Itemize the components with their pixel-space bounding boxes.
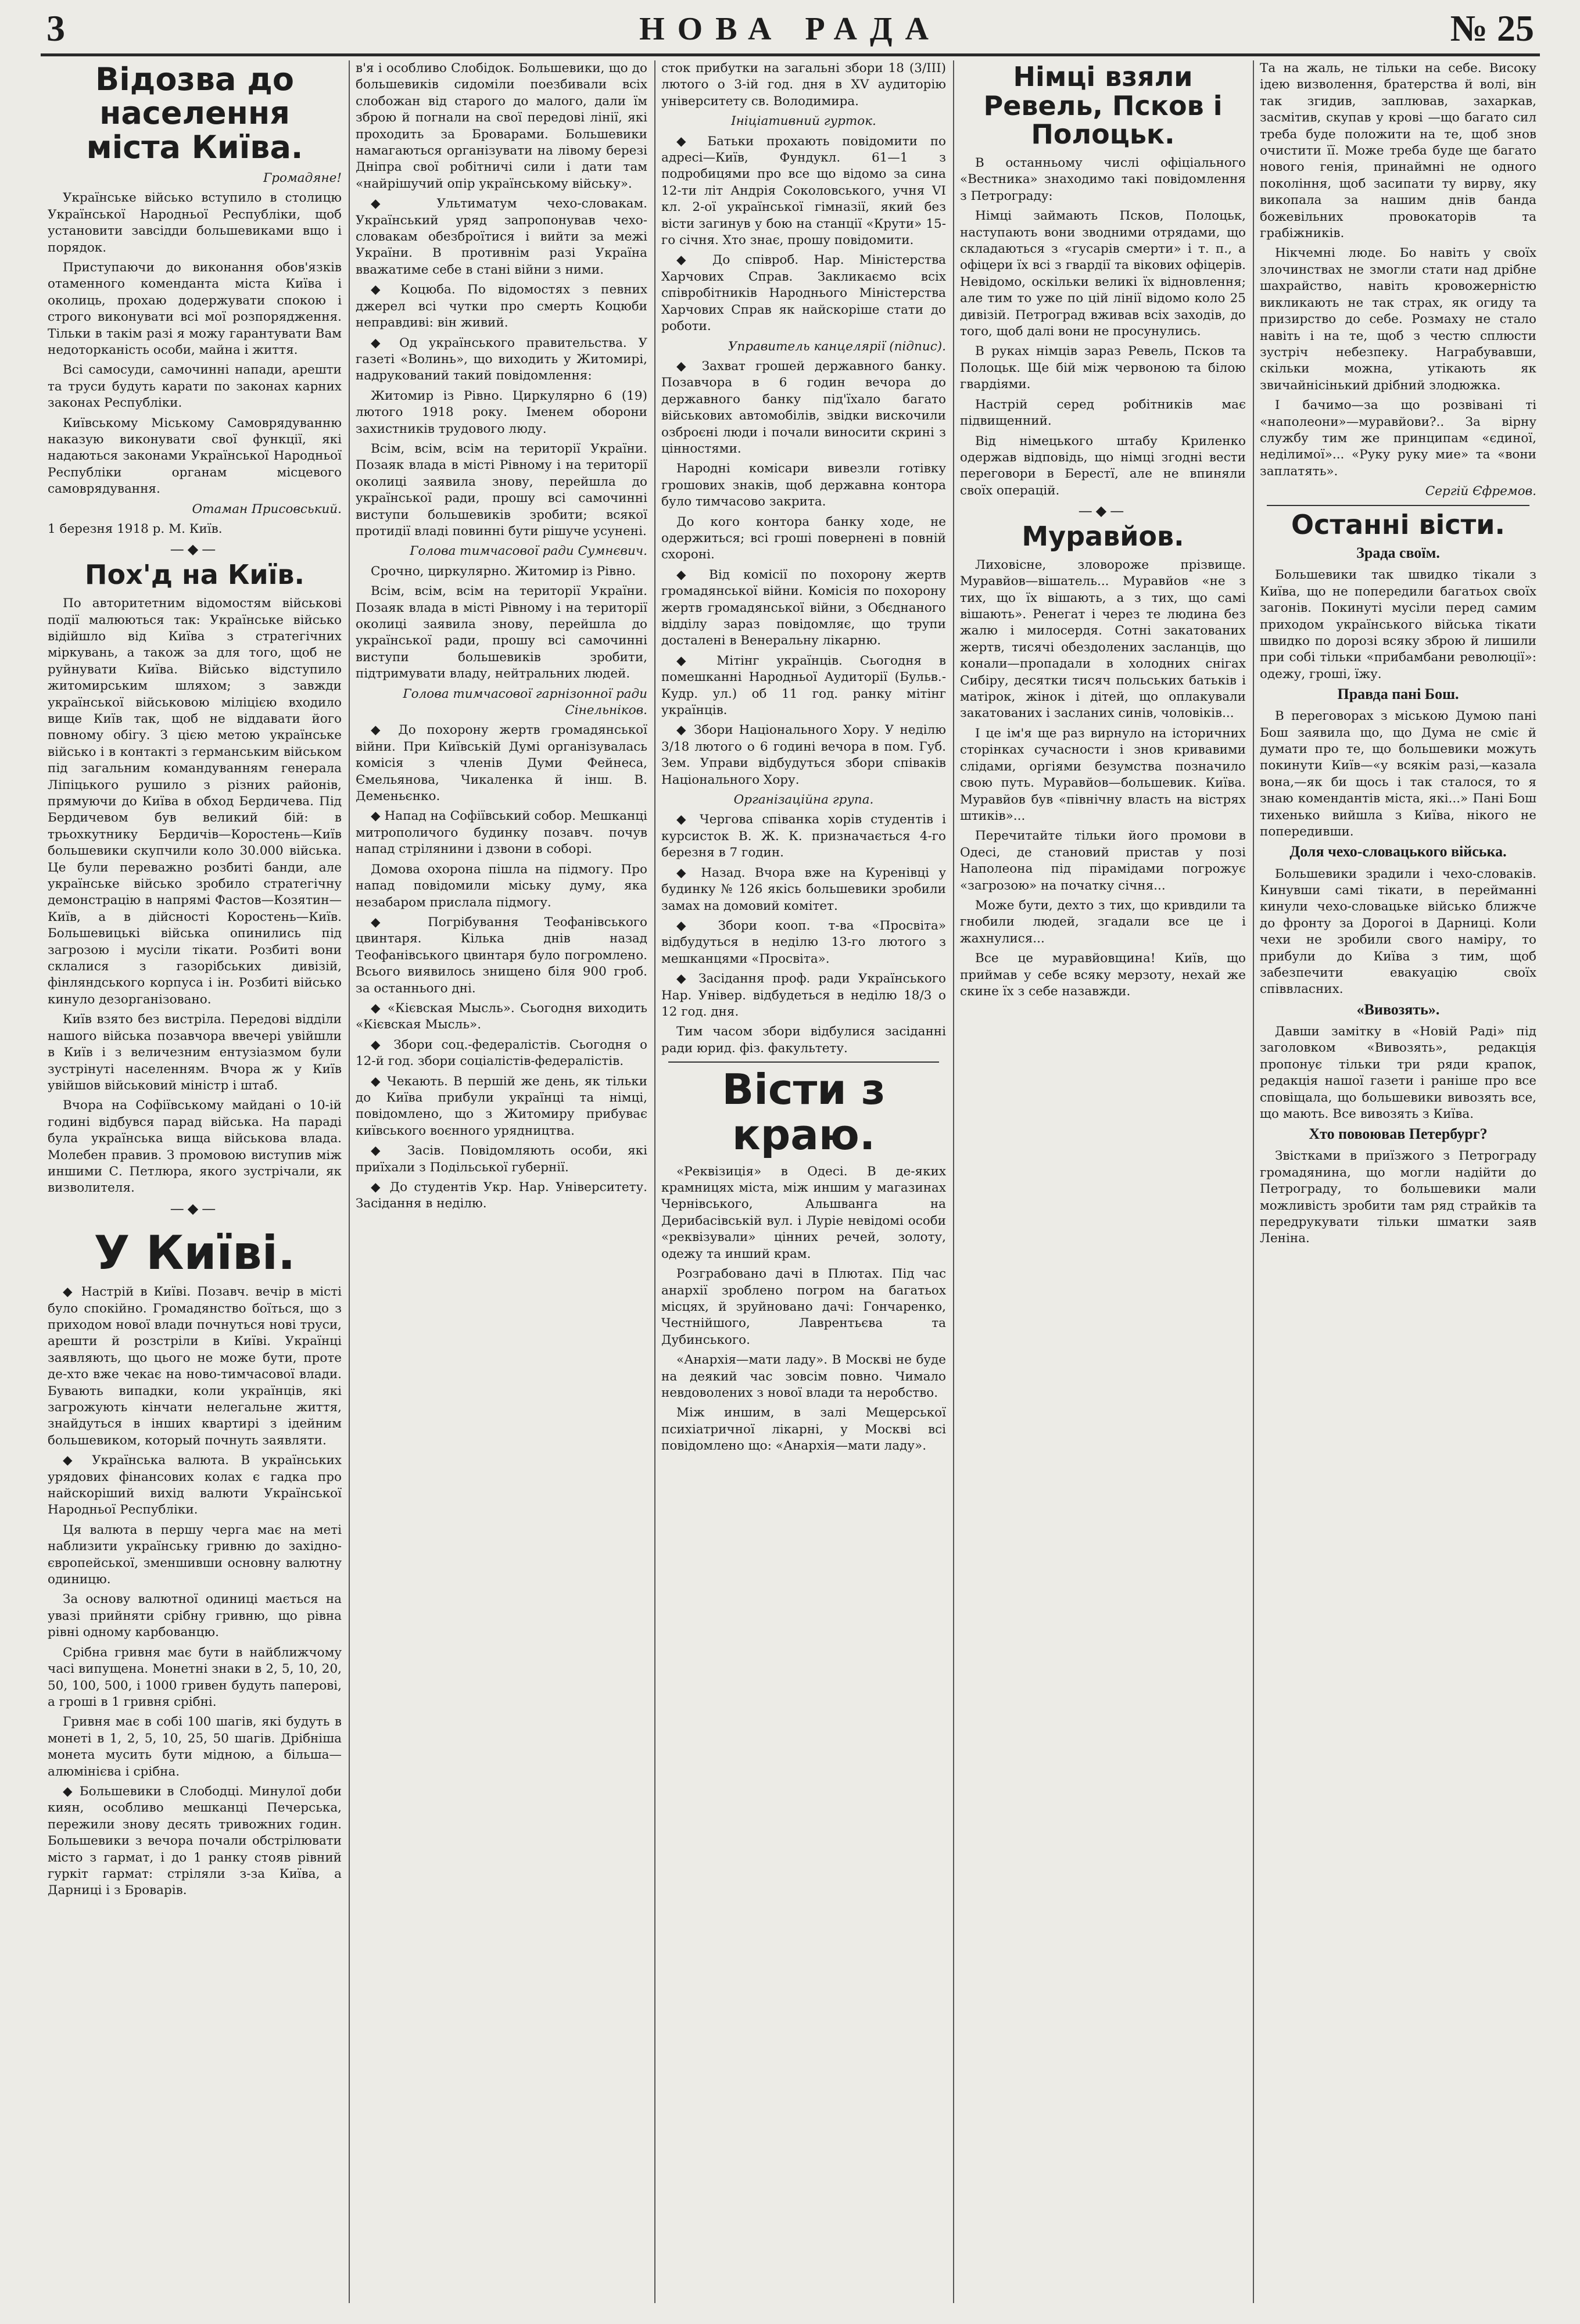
news-item: ◆ Батьки прохають повідомити по адресі—Київ, Фундукл. 61—1 з подробицями про все що відомо за сина 12-ти літ Андрія Соколовського, учня VI кл. 2-ої української гімназії, який без вісти загинув у бою на станції «Крути» 15-го січня. Хто знає, прошу повідомити. xyxy=(661,134,946,249)
paragraph: Настрій серед робітників має підвищенний. xyxy=(960,397,1246,429)
paragraph: Та на жаль, не тільки на себе. Високу ідею визволення, братерства й волі, він так згидив, заплював, захаркав, засмітив, скупав у крові —що багато сил треба буде положити на те, щоб знов очистити її. Може треба буде ще багато нового генія, принаймні не одного покоління, щоб засипати ту вирву, яку викопала за нашим днів банда божевільних провокаторів та грабіжників. xyxy=(1260,61,1536,241)
paragraph: Лиховісне, зловороже прізвище. Муравйов—вішатель... Муравйов «не з тих, що їх вішають, а з тих, що самі вішають». Ренегат і через те людина без жалю і милосердя. Сотні закатованих жертв, тисячі обездолених засланців, що конали—пропадали в холодних снігах Сибіру, десятки тисяч польських батьків і матірок, жінок і дітей, що оплакували закатованих і засланих синів, чоловіків... xyxy=(960,557,1246,721)
paragraph: І бачимо—за що розвівані ті «наполеони»—муравйови?.. За вірну службу тим же принципам «єдиної, неділимої»... «Руку руку мие» та «вони заплатять». xyxy=(1260,398,1536,479)
page-number: 3 xyxy=(46,8,65,49)
paragraph: Всі самосуди, самочинні напади, арешти та труси будуть карати по законах карних законах Республіки. xyxy=(48,363,342,411)
column-4 xyxy=(960,60,1246,2303)
column-rule xyxy=(1253,60,1254,2303)
paragraph: В останньому числі офіціального «Вестника» знаходимо такі повідомлення з Петрограду: xyxy=(960,156,1246,203)
paragraph: «Реквізиція» в Одесі. В де-яких крамницях міста, між иншим у магазинах Чернівського, Альшванга на Дерибасівській вул. і Луріе невідомі особи «реквізували» цінних речей, золоту, одежу та инший крам. xyxy=(661,1164,946,1261)
headline-march: Пох'д на Київ. xyxy=(84,559,305,591)
news-item: ◆ До похорону жертв громадянської війни. При Київській Думі організувалась комісія з членів Думи Фейнеса, Ємельянова, Чикаленка й інш. В. Деменьєнко. xyxy=(356,722,647,805)
column-2 xyxy=(356,60,647,2303)
paragraph: Київ взято без вистріла. Передові відділи нашого війська позавчора ввечері увійшли в Київ і з величезним ентузіазмом були зустрінуті населенням. Вчора ж у Київ увійшов військовий міністр і штаб. xyxy=(48,1012,342,1093)
paragraph: Нікчемні люде. Бо навіть у своїх злочинствах не змогли стати над дрібне шахрайство, навіть кровожерністю викликають не так страх, як огиду та призирство до себе. Розмаху не стало навіть і на те, щоб з честю сплюсти зустріч небезпеку. Награбувавши, скільки можна, утікають як звичайнісінький дрібний злодюжка. xyxy=(1260,246,1536,393)
news-item: ◆ Чергова співанка хорів студентів і курсисток В. Ж. К. призначається 4-го березня в 7 годин. xyxy=(661,812,946,861)
dateline: 1 березня 1918 р. М. Київ. xyxy=(48,522,223,537)
paragraph: В руках німців зараз Ревель, Псков та Полоцьк. Ще бій між червоною та білою гвардіями. xyxy=(960,344,1246,392)
headline-muraviev: Муравйов. xyxy=(1022,521,1184,553)
paragraph: Німці займають Псков, Полоцьк, наступають вони зводними отрядами, що складаються з «гусарів смерти» і т. п., а офіцери їх всі з гвардії та вікових офіцерів. Невідомо, оскільки великі їх відновлення; але тим то уже по цій лінії відомо коло 25 дивізій. Петроград вживав всіх заходів, до того, щоб далі вони не просунулись. xyxy=(960,209,1246,339)
paragraph: «Анархія—мати ладу». В Москві не буде на деякий час зовсім повно. Чимало невдоволених з нової влади та неробство. xyxy=(661,1353,946,1400)
column-rule xyxy=(953,60,954,2303)
news-item: ◆ Большевики в Слободці. Минулої доби киян, особливо мешканці Печерська, пережили знову десять тривожних годин. Большевики з вечора почали обстрілювати місто з гармат, і до 1 ранку стояв рівний гуркіт гармат: стріляли з-за Київа, а Дарниці і з Броварів. xyxy=(48,1784,342,1899)
paragraph: Може бути, дехто з тих, що кривдили та гнобили людей, згадали все це і жахнулися... xyxy=(960,898,1246,946)
column-rule xyxy=(654,60,655,2303)
paragraph: Київському Міському Самоврядуванню наказую виконувати свої функції, які надаються законами Української Народньої Республіки органам місцевого самоврядування. xyxy=(48,415,342,497)
newspaper-title: НОВА РАДА xyxy=(639,11,941,47)
news-item: ◆ Од українського правительства. У газеті «Волинь», що виходить у Житомирі, надрукований такий повідомлення: xyxy=(356,335,647,385)
paragraph: В переговорах з міською Думою пані Бош заявила що, що Дума не сміє й думати про те, що большевики можуть покинути Київ—«у всякім разі,—казала вона,—як би щось і так сталося, то я знаю комендантів міста, які...» Пані Бош тихенько вийшла з Київа, нікого не попередивши. xyxy=(1260,709,1536,840)
column-rule xyxy=(349,60,350,2303)
news-item: ◆ Збори кооп. т-ва «Просвіта» відбудуться в неділю 13-го лютого з мешканцями «Просвіта». xyxy=(661,918,946,967)
paragraph: Ця валюта в першу черга має на меті наблизити українську гривню до західно-європейської, зменшивши основну валютну одиницю. xyxy=(48,1522,342,1587)
paragraph: сток прибутки на загальні збори 18 (3/III) лютого о 3-ій год. дня в XV аудиторію університету св. Володимира. xyxy=(661,61,946,109)
paragraph: Від німецького штабу Криленко одержав відповідь, що німці згодні вести переговори в Берестї, але не впиняли своїх операцій. xyxy=(960,433,1246,498)
paragraph: Давши замітку в «Новій Раді» під заголовком «Вивозять», редакція пропонує тільки три ряди крапок, редакція нашої газети і раніше про все сповіщала, що большевики вивозять все, що мають. Все вивозять з Київа. xyxy=(1260,1024,1536,1121)
paragraph: Розграбовано дачі в Плютах. Під час анархії зроблено погром на багатьох місцях, й зруйновано дачі: Гончаренко, Честнійшого, Лаврентьєва та Дубинського. xyxy=(661,1267,946,1347)
subheadline: Зрада своїм. xyxy=(1356,544,1440,562)
paragraph: До кого контора банку ходе, не одержиться; всі гроші повернені в повній схороні. xyxy=(661,514,946,562)
news-item: ◆ «Кієвская Мысль». Сьогодня виходить «Кієвская Мысль». xyxy=(356,1000,647,1034)
headline-kyiv: У Київі. xyxy=(94,1225,296,1280)
paragraph: в'я і особливо Слобідок. Большевики, що до большевиків сидоміли поезбивали всіх слобожан від старого до малого, дали їм зброю й погнали на свої передові лінії, які проходить за Броварами. Большевики намагаються організувати на лівому березі Дніпра свої робітничі сили і дати там «найрішучий опір українському війську». xyxy=(356,61,647,191)
issue-number: № 25 xyxy=(1450,8,1534,49)
paragraph: Вчора на Софіївському майдані о 10-ій годині відбувся парад війська. На параді була українська вища військова влада. Молебен правив. З промовою виступив між иншими С. Петлюра, якого зустрічали, як визволителя. xyxy=(48,1098,342,1196)
news-item: ◆ Мітінг українців. Сьогодня в помешканні Народньої Аудиторії (Бульв.-Кудр. ул.) об 11 год. ранку мітінг українців. xyxy=(661,653,946,719)
news-item: ◆ Засів. Повідомляють особи, які приїхали з Подільської губернії. xyxy=(356,1143,647,1176)
subheadline: Доля чехо-словацького війська. xyxy=(1289,843,1507,860)
signature: Отаман Присовський. xyxy=(192,501,342,517)
paragraph: І це ім'я ще раз вирнуло на історичних сторінках сучасности і знов кривавими слідами, оргіями безумства позначило свою путь. Муравйов—большевик. Київа. Муравйов був «північну власть на вістрях штиків»... xyxy=(960,726,1246,823)
headline-germans: Німці взяли Ревель, Псков і Полоцьк. xyxy=(983,61,1223,150)
news-item: ◆ Ультиматум чехо-словакам. Український уряд запропонував чехо-словакам обезброїтися і вийти за межі України. В противнім разі Україна вважатиме себе в стані війни з ними. xyxy=(356,196,647,278)
news-item: ◆ Коцюба. По відомостях з певних джерел всі чутки про смерть Коцюби неправдиві: він живий. xyxy=(356,282,647,331)
news-item: ◆ До студентів Укр. Нар. Університету. Засідання в неділю. xyxy=(356,1179,647,1213)
paragraph: Тим часом збори відбулися засіданні ради юрид. фіз. факультету. xyxy=(661,1024,946,1056)
paragraph: Народні комісари вивезли готівку грошових знаків, щоб державна контора було тимчасово закрита. xyxy=(661,461,946,510)
signature: Організаційна група. xyxy=(733,792,874,808)
news-item: ◆ Засідання проф. ради Українського Нар. Універ. відбудеться в неділю 18/3 о 12 год. дня. xyxy=(661,971,946,1020)
paragraph: По авторитетним відомостям військові події малюються так: Українське військо відійшло від Київа з стратегічних міркувань, а також за для того, щоб не руйнувати Київа. Військо відступило житомирським шляхом; з завжди української військовою міліцією входило вище Київ так, щоб не віддавати його повному обігу. З цією метою українське військо і в контакті з германським військом під загальним командуванням генерала Ліпіцького рушило з різних районів, прямуючи до Київа в обход Бердичева. Під Бердичевом був великий бій: в трьохкутнику Бердичів—Коростень—Київ большевики скупчили коло 30.000 війська. Це були переважно розбиті банди, але українське військо зробило стратегічну демонстрацію в напрямі Фастов—Козятин—Київ, а в дійсності Коростень—Київ. Большевицькі війська опинились під загрозою і мусіли тікати. Розбиті вони склалися з газорібських дивізій, фінляндського корпуса і ін. Розбиті військо кинуло дезорганізовано. xyxy=(48,596,342,1007)
paragraph: Між иншим, в залі Мещерської психіатричної лікарні, у Москві всі повідомлено що: «Анархія—мати ладу». xyxy=(661,1405,946,1454)
masthead-rule xyxy=(41,53,1540,56)
news-item: ◆ Погрібування Теофанівського цвинтаря. Кілька днів назад Теофанівського цвинтаря було погромлено. Всього виявилось знищено біля 900 гроб. за останнього дні. xyxy=(356,914,647,997)
paragraph: Всім, всім, всім на території України. Позаяк влада в місті Рівному і на території околиці заявила знову, перейшла до української ради, прошу всі самочинні виступи большевиків зробити; всякої протидії владі повинні бути рішуче усунені. xyxy=(356,441,647,539)
news-item: ◆ Збори Національного Хору. У неділю 3/18 лютого о 6 годині вечора в пом. Губ. Зем. Управи відбудуться збори співаків Національного Хору. xyxy=(661,722,946,788)
headline-regional-news: Вісти з краю. xyxy=(722,1065,886,1159)
subheadline: «Вивозять». xyxy=(1356,1000,1440,1018)
headline-latest-news: Останні вісти. xyxy=(1291,508,1505,540)
section-divider xyxy=(668,1061,939,1063)
appeal-greeting: Громадяне! xyxy=(263,170,342,185)
news-item: ◆ Захват грошей державного банку. Позавчора в 6 годин вечора до державного банку під'їхало багато військових автомобілів, звідки вискочили озброєні люди і почали виносити скрині з цінностями. xyxy=(661,358,946,457)
news-item: ◆ Чекають. В першій же день, як тільки до Київа прибули українці та німці, повідомлено, що з Житомиру прибуває київського воєнного урядництва. xyxy=(356,1074,647,1140)
paragraph: Большевики так швидко тікали з Київа, що не попередили багатьох своїх загонів. Покинуті мусіли перед самим приходом українського війська тікати швидко по дорозі всяку зброю й лишили при собі тільки «прибамбани революції»: одежу, гроші, їжу. xyxy=(1260,568,1536,682)
ornament-divider: —◆— xyxy=(170,1200,220,1217)
paragraph: Всім, всім, всім на території України. Позаяк влада в місті Рівному і на території околиці заявила знову, перейшла до української ради, прошу всі самочинні виступи большевиків зробити, підтримувати владу, нейтральних людей. xyxy=(356,584,647,682)
signature: Голова тимчасової гарнізонної ради Сінельніков. xyxy=(403,686,647,718)
paragraph: Гривня має в собі 100 шагів, які будуть в монеті в 1, 2, 5, 10, 25, 50 шагів. Дрібніша монета мусить бути мідною, а більша—алюмінієва і срібна. xyxy=(48,1715,342,1779)
news-item: ◆ Назад. Вчора вже на Куренівці у будинку № 126 якісь большевики зробили замах на домовий комітет. xyxy=(661,865,946,914)
signature: Голова тимчасової ради Сумнєвич. xyxy=(410,544,647,559)
news-item: ◆ До співроб. Нар. Міністерства Харчових Справ. Закликаємо всіх співробітників Народнього Міністерства Харчових Справ як найскоріше стати до роботи. xyxy=(661,252,946,335)
news-item: ◆ Від комісії по похорону жертв громадянської війни. Комісія по похорону жертв громадянської війни, з Обєднаного відділу зараз повідомляє, що трупи досталені в Венеральну лікарню. xyxy=(661,567,946,650)
signature: Управитель канцелярії (підпис). xyxy=(728,339,946,354)
paragraph: Перечитайте тільки його промови в Одесі, де становий пристав у позі Наполеона під пірамідами погрожує «загрозою» на початку січня... xyxy=(960,829,1246,893)
paragraph: Срібна гривня має бути в найближчому часі випущена. Монетні знаки в 2, 5, 10, 20, 50, 100, 500, і 1000 гривен будуть паперові, а гроші в 1 гривня срібні. xyxy=(48,1645,342,1709)
paragraph: За основу валютної одиниці мається на увазі прийняти срібну гривню, що рівна рівні одному карбованцю. xyxy=(48,1592,342,1640)
column-3 xyxy=(661,60,946,2303)
masthead xyxy=(46,5,1534,52)
paragraph: Большевики зрадили і чехо-словаків. Кинувши самі тікати, в перейманні кинули чехо-словацьке військо ближче до фронту за Дорогоі в Дарниці. Коли чехи не зробили свого наміру, то прибули до Київа з тим, щоб забезпечити евакуацію своїх співвласних. xyxy=(1260,866,1536,997)
news-item: ◆ Збори соц.-федералістів. Сьогодня о 12-й год. збори соціалістів-федералістів. xyxy=(356,1037,647,1070)
signature: Ініціативний гурток. xyxy=(731,114,876,129)
section-divider xyxy=(1267,505,1529,506)
signature: Сергій Єфремов. xyxy=(1425,484,1536,499)
news-item: ◆ Напад на Софіївський собор. Мешканці митрополичого будинку позавч. почув напад стрілянини і дзвони в соборі. xyxy=(356,808,647,858)
subheadline: Хто повоював Петербург? xyxy=(1309,1125,1488,1143)
headline-appeal: Відозва до населення міста Київа. xyxy=(86,61,303,166)
news-item: ◆ Українська валюта. В українських урядових фінансових колах є гадка про найскоріший вихід валюти Української Народньої Республіки. xyxy=(48,1452,342,1519)
paragraph: Все це муравйовщина! Київ, що приймав у себе всяку мерзоту, нехай же скине їх з себе назавжди. xyxy=(960,951,1246,999)
subheadline: Правда пані Бош. xyxy=(1337,686,1459,703)
column-1 xyxy=(48,60,342,2303)
news-item: ◆ Настрій в Київі. Позавч. вечір в місті було спокійно. Громадянство боїться, що з приходом нової влади почнуться нові труси, арешти й розстріли в Київі. Українці заявляють, що цього не може бути, проте де-хто вже чекає на ново-тимчасової влади. Бувають випадки, коли українців, які загрожують кінчати нелегальне життя, знайдуться в інших квартирі з ідейним большевиком, который почнуть заявляти. xyxy=(48,1284,342,1449)
ornament-divider: —◆— xyxy=(170,541,220,558)
paragraph: Житомир із Рівно. Циркулярно 6 (19) лютого 1918 року. Іменем оборони захистників трудового люду. xyxy=(356,388,647,436)
ornament-divider: —◆— xyxy=(1078,503,1128,519)
paragraph: Звістками в приїзжого з Петрограду громадянина, що могли надійти до Петрограду, то большевики мали можливість зробити там ряд страйків та передрукувати тільки шматки заяв Леніна. xyxy=(1260,1149,1536,1246)
column-5 xyxy=(1260,60,1536,2303)
paragraph: Срочно, циркулярно. Житомир із Рівно. xyxy=(371,564,636,579)
paragraph: Приступаючи до виконання обов'язків отаменного коменданта міста Київа і околиць, прохаю додержувати спокою і строго виконувати всі мої розпорядження. Тільки в такім разі я можу гарантувати Вам недоторканість особи, майна і життя. xyxy=(48,260,342,357)
paragraph: Українське військо вступило в столицю Української Народньої Республіки, щоб установити завсідди большевиками вщо і порядок. xyxy=(48,191,342,255)
paragraph: Домова охорона пішла на підмогу. Про напад повідомили міську думу, яка незабаром прислала підмогу. xyxy=(356,862,647,910)
